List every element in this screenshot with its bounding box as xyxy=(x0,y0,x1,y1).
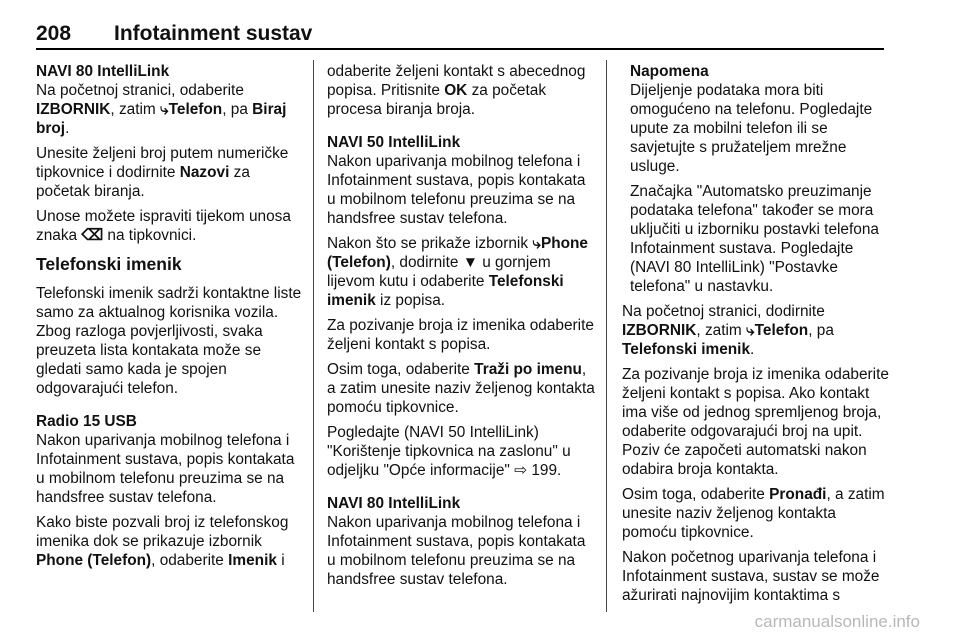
page-reference-icon: ⇨ xyxy=(514,462,528,479)
backspace-icon: ⌫ xyxy=(81,227,104,244)
paragraph: Osim toga, odaberite Pronađi, a zatim unesite naziv željenog kontakta pomoću tipkovnice. xyxy=(622,486,885,541)
paragraph: Nakon što se prikaže izbornik ⤷Phone (Telefon), dodirnite ▼ u gornjem lijevom kutu i odaberite Telefonski imenik iz popisa. xyxy=(327,235,588,309)
paragraph: Nakon uparivanja mobilnog telefona i Infotainment sustava, popis kontakata u mobilnom telefonu preuzima se na handsfree sustav telefona. xyxy=(36,432,295,506)
paragraph: Za pozivanje broja iz imenika odaberite željeni kontakt s popisa. xyxy=(327,317,594,353)
watermark: carmanualsonline.info xyxy=(754,612,920,631)
paragraph: Za pozivanje broja iz imenika odaberite željeni kontakt s popisa. Ako kontakt ima više od jednog spremljenog broja, odaberite odgovarajući broj na upit. Poziv će započeti automatski nakon odabira broja kontakta. xyxy=(622,366,889,478)
column-1 xyxy=(36,62,302,576)
phone-icon: ⤷ xyxy=(746,322,755,339)
paragraph: Kako biste pozvali broj iz telefonskog imenika dok se prikazuje izbornik Phone (Telefon), odaberite Imenik i xyxy=(36,514,289,569)
paragraph: odaberite željeni kontakt s abecednog popisa. Pritisnite OK za početak procesa biranja broja. xyxy=(327,63,586,118)
column-3 xyxy=(622,62,890,611)
subheading-navi50: NAVI 50 IntelliLink xyxy=(327,134,461,151)
note-heading: Napomena xyxy=(630,63,709,80)
paragraph: Na početnoj stranici, dodirnite IZBORNIK, zatim ⤷Telefon, pa Telefonski imenik. xyxy=(622,303,834,358)
paragraph: Na početnoj stranici, odaberite IZBORNIK, zatim ⤷Telefon, pa Biraj broj. xyxy=(36,82,287,137)
paragraph: Pogledajte (NAVI 50 IntelliLink) "Korištenje tipkovnica na zaslonu" u odjeljku "Opće informacije" ⇨ 199. xyxy=(327,424,571,479)
phone-icon: ⤷ xyxy=(532,235,541,252)
paragraph: Telefonski imenik sadrži kontaktne liste samo za aktualnog korisnika vozila. Zbog razloga povjerljivosti, svaka preuzeta lista kontakata može se gledati samo kada je spojen odgovarajući telefon. xyxy=(36,285,302,397)
paragraph: Nakon uparivanja mobilnog telefona i Infotainment sustava, popis kontakata u mobilnom telefonu preuzima se na handsfree sustav telefona. xyxy=(327,153,586,227)
column-2 xyxy=(327,62,595,595)
section-title: Telefonski imenik xyxy=(36,254,182,274)
note-box xyxy=(622,62,890,296)
page-title: Infotainment sustav xyxy=(114,22,313,45)
phone-icon: ⤷ xyxy=(160,101,169,118)
paragraph: Osim toga, odaberite Traži po imenu, a zatim unesite naziv željenog kontakta pomoću tipkovnice. xyxy=(327,361,595,416)
paragraph: Nakon početnog uparivanja telefona i Infotainment sustava, sustav se može ažurirati najnovijim kontaktima s xyxy=(622,549,880,604)
header-rule xyxy=(36,48,884,50)
subheading-navi80: NAVI 80 IntelliLink xyxy=(36,63,170,80)
page-header xyxy=(36,22,886,56)
paragraph: Nakon uparivanja mobilnog telefona i Infotainment sustava, popis kontakata u mobilnom telefonu preuzima se na handsfree sustav telefona. xyxy=(327,514,586,588)
subheading-navi80: NAVI 80 IntelliLink xyxy=(327,495,461,512)
subheading-radio: Radio 15 USB xyxy=(36,413,137,430)
note-text: Dijeljenje podataka mora biti omogućeno na telefonu. Pogledajte upute za mobilni telefon ili se savjetujte s pružateljem mrežne usluge. xyxy=(630,82,873,175)
paragraph: Unose možete ispraviti tijekom unosa znaka ⌫ na tipkovnici. xyxy=(36,208,291,244)
page-number: 208 xyxy=(36,22,72,45)
column-divider xyxy=(313,60,314,612)
note-text: Značajka "Automatsko preuzimanje podataka telefona" također se mora uključiti u izborniku postavki telefona Infotainment sustava. Pogledajte (NAVI 80 IntelliLink) "Postavke telefona" u nastavku. xyxy=(630,183,879,295)
column-divider xyxy=(606,60,607,612)
paragraph: Unesite željeni broj putem numeričke tipkovnice i dodirnite Nazovi za početak biranja. xyxy=(36,145,289,200)
